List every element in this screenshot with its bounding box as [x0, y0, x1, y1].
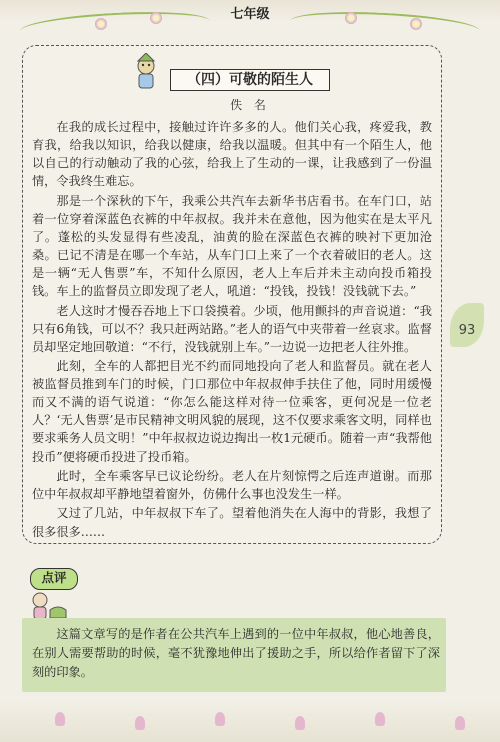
article-paragraph: 又过了几站，中年叔叔下车了。望着他消失在人海中的背影，我想了很多很多……: [32, 506, 432, 539]
comment-badge: 点评: [30, 568, 78, 590]
tulip-icon: [55, 712, 65, 726]
grade-heading: 七年级: [230, 7, 270, 22]
tulip-icon: [375, 712, 385, 726]
article-author: 佚 名: [230, 98, 270, 112]
article-paragraph: 此时，全车乘客早已议论纷纷。老人在片刻惊愕之后连声道谢。而那位中年叔叔却平静地望着窗外，仿佛什么事也没发生一样。: [32, 468, 432, 502]
clown-illustration-icon: [130, 53, 162, 93]
article-paragraph: 在我的成长过程中，接触过许许多多的人。他们关心我，疼爱我，教育我，给我以知识，给我以健康，给我以温暖。但其中有一个陌生人，他以自己的行动触动了我的心弦，给我上了生动的一课，让我感到了一份温情，令我终生难忘。: [32, 120, 432, 189]
article-title: （四）可敬的陌生人: [170, 69, 330, 91]
tulip-icon: [455, 716, 465, 730]
page-number: 93: [458, 323, 476, 338]
comment-text: 这篇文章写的是作者在公共汽车上遇到的一位中年叔叔，他心地善良，在别人需要帮助的时候，毫不犹豫地伸出了援助之手，所以给作者留下了深刻的印象。: [32, 627, 440, 679]
article-body: [32, 118, 432, 542]
article-paragraph: 此刻，全车的人都把目光不约而同地投向了老人和监督员。就在老人被监督员推到车门的时候，门口那位中年叔叔伸手扶住了他，同时用缓慢而又不满的语气说道：“你怎么能这样对待一位乘客，更何况是一位老人？‘无人售票’是市民精神文明风貌的展现，这不仅要求乘客文明，同样也要求乘务人员文明！”中年叔叔边说边掏出一枚1元硬币。随着一声“我帮他投币”便将硬币投进了投币箱。: [32, 359, 432, 464]
article-paragraph: 那是一个深秋的下午，我乘公共汽车去新华书店看书。在车门口，站着一位穿着深蓝色衣裤的中年叔叔。我并未在意他，因为他实在是太平凡了。蓬松的头发显得有些凌乱，油黄的脸在深蓝色衣裤的映衬下更加沧桑。已记不清是在哪一个车站，从车门口上来了一个衣着破旧的老人。这是一辆“无人售票”车，不知什么原因，老人上车后并未主动向投币箱投钱。车上的监督员立即发现了老人，吼道：“投钱，投钱！没钱就下去。”: [32, 193, 432, 299]
page-bottom-band: [0, 700, 500, 742]
tulip-icon: [135, 716, 145, 730]
article-paragraph: 老人这时才慢吞吞地上下口袋摸着。少顷，他用颤抖的声音说道：“我只有6角钱，可以不？我只赶两站路。”老人的语气中夹带着一丝哀求。监督员却坚定地回敬道：“不行，没钱就别上车。”一边说一边把老人往外推。: [32, 303, 432, 354]
tulip-icon: [215, 712, 225, 726]
tulip-icon: [295, 716, 305, 730]
